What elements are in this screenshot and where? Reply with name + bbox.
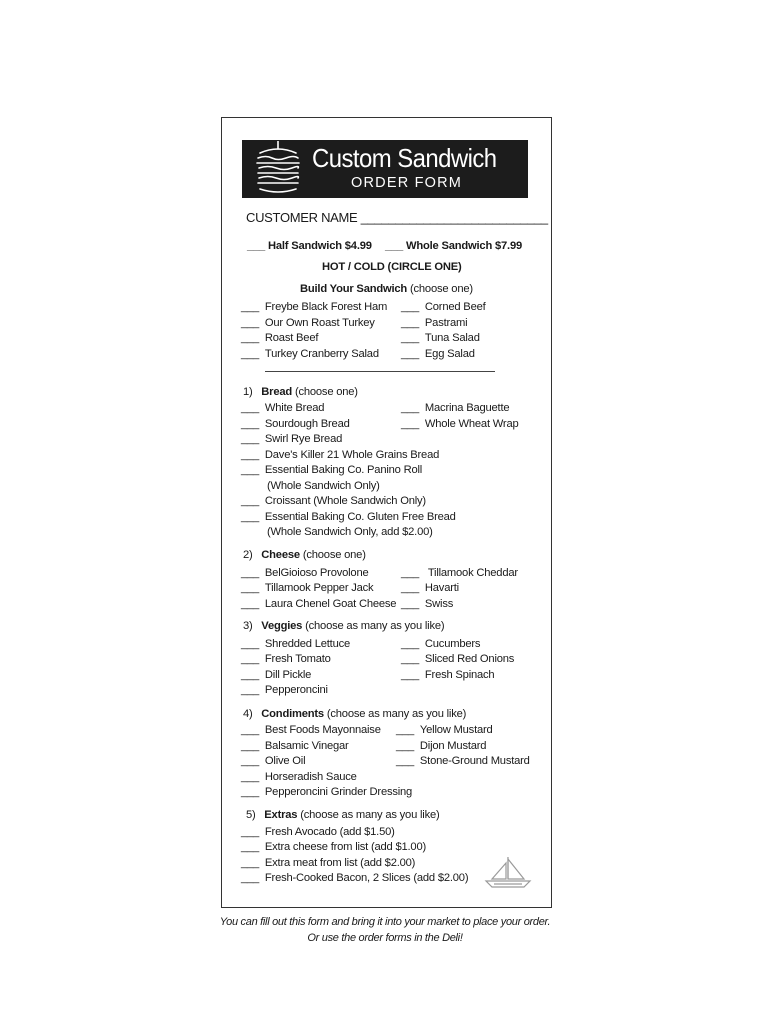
list-item-note: (Whole Sandwich Only) xyxy=(267,480,380,492)
list-item[interactable]: ___ Extra cheese from list (add $1.00) xyxy=(241,841,426,853)
whole-sandwich-option[interactable] xyxy=(385,239,522,253)
list-item[interactable]: ___ BelGioioso Provolone xyxy=(241,567,369,579)
sailboat-logo-icon xyxy=(484,855,532,891)
list-item[interactable]: ___ Tillamook Pepper Jack xyxy=(241,582,374,594)
list-item[interactable]: ___ Olive Oil xyxy=(241,755,306,767)
list-item[interactable]: ___ Pastrami xyxy=(401,317,468,329)
list-item[interactable]: ___ Egg Salad xyxy=(401,348,475,360)
list-item[interactable]: ___ Roast Beef xyxy=(241,332,319,344)
list-item[interactable]: ___ Tillamook Cheddar xyxy=(401,567,518,579)
list-item[interactable]: ___ Pepperoncini xyxy=(241,684,328,696)
banner-title: Custom Sandwich xyxy=(312,143,497,173)
build-heading xyxy=(300,282,473,296)
list-item[interactable]: ___ Croissant (Whole Sandwich Only) xyxy=(241,495,426,507)
list-item[interactable]: ___ Fresh Spinach xyxy=(401,669,495,681)
list-item[interactable]: ___ Cucumbers xyxy=(401,638,481,650)
list-item[interactable]: ___ Fresh Tomato xyxy=(241,653,331,665)
customer-name-label: CUSTOMER NAME xyxy=(246,210,358,225)
list-item[interactable]: ___ Essential Baking Co. Panino Roll xyxy=(241,464,423,476)
condiments-heading: 4) Condiments (choose as many as you like) xyxy=(243,708,467,720)
whole-blank[interactable]: ___ xyxy=(385,240,404,252)
list-item[interactable]: ___ Pepperoncini Grinder Dressing xyxy=(241,786,413,798)
customer-name-field[interactable] xyxy=(246,210,548,225)
list-item[interactable]: ___ Sourdough Bread xyxy=(241,418,350,430)
list-item-note: (Whole Sandwich Only, add $2.00) xyxy=(267,526,433,538)
list-item[interactable]: ___ Fresh Avocado (add $1.50) xyxy=(241,826,395,838)
half-blank[interactable]: ___ xyxy=(247,240,266,252)
list-item[interactable]: ___ Best Foods Mayonnaise xyxy=(241,724,381,736)
list-item[interactable]: ___ Tuna Salad xyxy=(401,332,480,344)
list-item[interactable]: ___ Dijon Mustard xyxy=(396,740,487,752)
list-item[interactable]: ___ Sliced Red Onions xyxy=(401,653,515,665)
list-item[interactable]: ___ Dill Pickle xyxy=(241,669,312,681)
header-banner xyxy=(242,140,528,198)
list-item[interactable]: ___ Turkey Cranberry Salad xyxy=(241,348,379,360)
list-item[interactable]: ___ Our Own Roast Turkey xyxy=(241,317,375,329)
list-item[interactable]: ___ Balsamic Vinegar xyxy=(241,740,349,752)
list-item[interactable]: ___ Laura Chenel Goat Cheese xyxy=(241,598,397,610)
sandwich-icon xyxy=(252,141,304,197)
bread-heading: 1) Bread (choose one) xyxy=(243,386,358,398)
list-item[interactable]: ___ Swiss xyxy=(401,598,454,610)
footer-line-1: You can fill out this form and bring it into your market to place your order. xyxy=(219,916,551,928)
list-item[interactable]: ___ Whole Wheat Wrap xyxy=(401,418,519,430)
veggies-heading: 3) Veggies (choose as many as you like) xyxy=(243,620,445,632)
half-sandwich-option[interactable] xyxy=(247,239,372,253)
build-title: Build Your Sandwich xyxy=(300,283,408,295)
customer-name-blank[interactable]: ___________________________ xyxy=(360,210,548,225)
list-item[interactable]: ___ Freybe Black Forest Ham xyxy=(241,301,388,313)
cheese-heading: 2) Cheese (choose one) xyxy=(243,549,366,561)
list-item[interactable]: ___ White Bread xyxy=(241,402,325,414)
hot-cold-choice[interactable]: HOT / COLD (CIRCLE ONE) xyxy=(322,261,462,273)
list-item[interactable]: ___ Havarti xyxy=(401,582,459,594)
list-item[interactable]: ___ Shredded Lettuce xyxy=(241,638,351,650)
list-item[interactable]: ___ Horseradish Sauce xyxy=(241,771,357,783)
list-item[interactable]: ___ Corned Beef xyxy=(401,301,486,313)
build-note: (choose one) xyxy=(409,283,473,295)
list-item[interactable]: ___ Stone-Ground Mustard xyxy=(396,755,530,767)
list-item[interactable]: ___ Yellow Mustard xyxy=(396,724,493,736)
list-item[interactable]: ___ Extra meat from list (add $2.00) xyxy=(241,857,416,869)
list-item[interactable]: ___ Macrina Baguette xyxy=(401,402,510,414)
divider xyxy=(265,371,495,372)
list-item[interactable]: ___ Essential Baking Co. Gluten Free Bread xyxy=(241,511,456,523)
list-item[interactable]: ___ Swirl Rye Bread xyxy=(241,433,343,445)
list-item[interactable]: ___ Dave's Killer 21 Whole Grains Bread xyxy=(241,449,440,461)
extras-heading: 5) Extras (choose as many as you like) xyxy=(246,809,440,821)
list-item[interactable]: ___ Fresh-Cooked Bacon, 2 Slices (add $2.00) xyxy=(241,872,469,884)
half-label: Half Sandwich $4.99 xyxy=(268,240,372,252)
banner-subtitle: ORDER FORM xyxy=(351,175,463,191)
whole-label: Whole Sandwich $7.99 xyxy=(406,240,522,252)
footer-line-2: Or use the order forms in the Deli! xyxy=(307,932,463,944)
